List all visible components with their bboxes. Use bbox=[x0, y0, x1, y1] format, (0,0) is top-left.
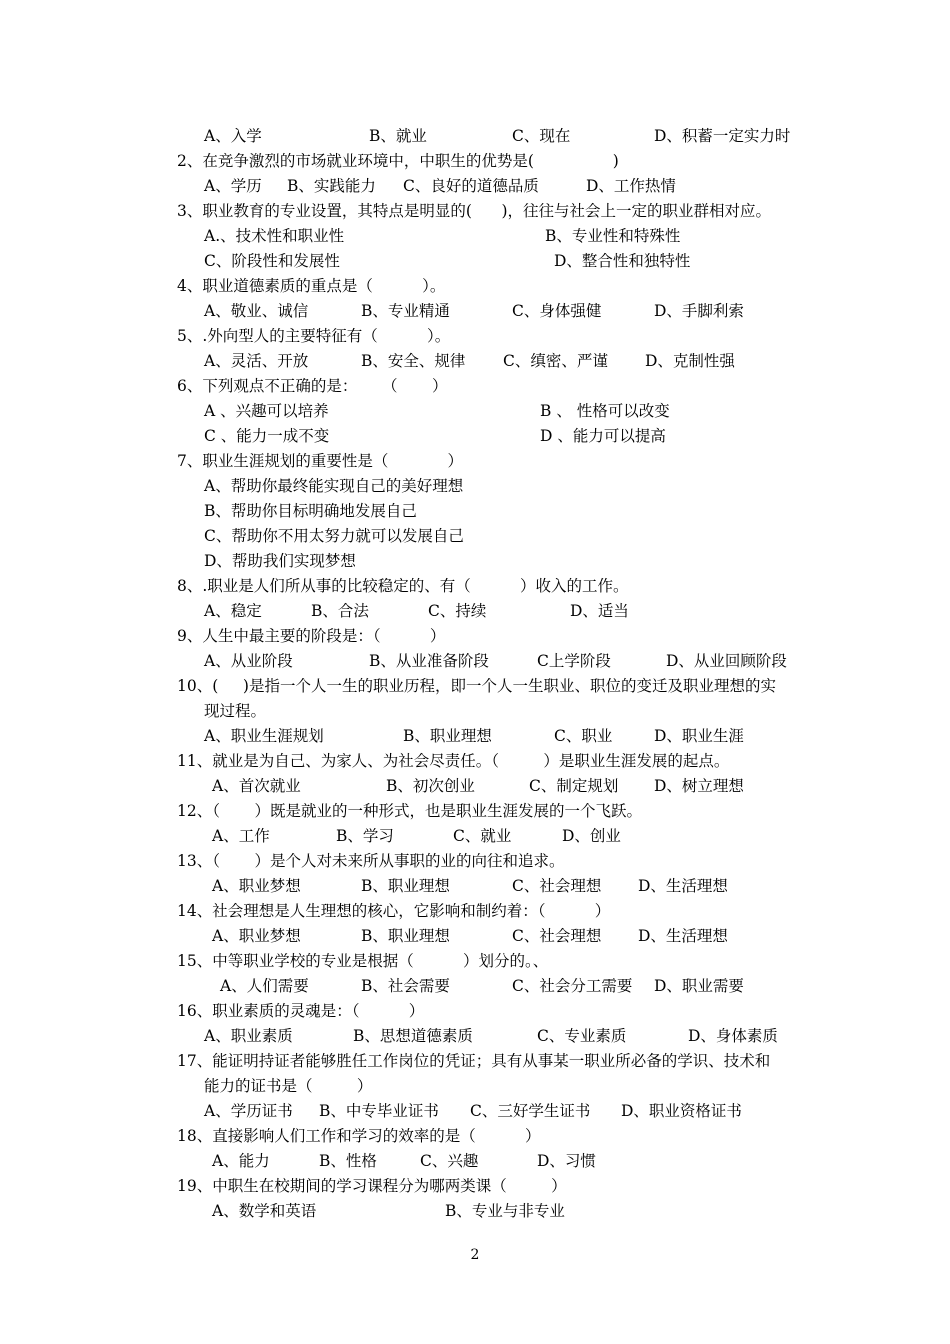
option-line bbox=[0, 974, 950, 999]
option-b: B、社会需要 bbox=[361, 977, 450, 995]
question-text: 14、社会理想是人生理想的核心，它影响和制约着：（ ） bbox=[177, 902, 611, 920]
question-2 bbox=[0, 149, 950, 174]
question-8 bbox=[0, 574, 950, 599]
option-a: A、稳定 bbox=[204, 602, 262, 620]
option-a: A、能力 bbox=[212, 1152, 270, 1170]
option-d: D、生活理想 bbox=[638, 927, 728, 945]
option-line bbox=[0, 174, 950, 199]
option-line bbox=[0, 549, 950, 574]
question-text: 5、.外向型人的主要特征有（ ）。 bbox=[177, 327, 451, 345]
option-c: C、职业 bbox=[554, 727, 613, 745]
question-9 bbox=[0, 624, 950, 649]
question-text: 7、职业生涯规划的重要性是（ ） bbox=[177, 452, 463, 470]
option-d: D、帮助我们实现梦想 bbox=[204, 552, 356, 570]
option-b: B、从业准备阶段 bbox=[369, 652, 489, 670]
option-line bbox=[0, 499, 950, 524]
option-a: A、入学 bbox=[204, 127, 262, 145]
option-c: C、良好的道德品质 bbox=[403, 177, 539, 195]
option-line bbox=[0, 224, 950, 249]
option-b: B、专业精通 bbox=[361, 302, 450, 320]
option-c: C、持续 bbox=[428, 602, 487, 620]
option-b: B、实践能力 bbox=[287, 177, 376, 195]
option-a: A、职业素质 bbox=[204, 1027, 293, 1045]
question-10 bbox=[0, 674, 950, 699]
option-a: A、职业梦想 bbox=[212, 927, 301, 945]
option-line bbox=[0, 299, 950, 324]
option-d: D、积蓄一定实力时 bbox=[654, 127, 791, 145]
question-4 bbox=[0, 274, 950, 299]
option-c: C、就业 bbox=[453, 827, 512, 845]
question-text: 3、职业教育的专业设置，其特点是明显的( )，往往与社会上一定的职业群相对应。 bbox=[177, 202, 772, 220]
option-d: D、适当 bbox=[570, 602, 629, 620]
question-text: 13、（ ）是个人对未来所从事职的业的向往和追求。 bbox=[177, 852, 565, 870]
option-d: D、手脚利索 bbox=[654, 302, 744, 320]
option-c: C、现在 bbox=[512, 127, 571, 145]
option-a: A 、兴趣可以培养 bbox=[204, 402, 329, 420]
option-a: A、学历 bbox=[204, 177, 262, 195]
option-a: A、职业生涯规划 bbox=[204, 727, 324, 745]
option-line bbox=[0, 474, 950, 499]
option-line bbox=[0, 124, 950, 149]
question-17-continued bbox=[0, 1074, 950, 1099]
question-3 bbox=[0, 199, 950, 224]
option-line bbox=[0, 724, 950, 749]
question-16 bbox=[0, 999, 950, 1024]
question-text: 17、能证明持证者能够胜任工作岗位的凭证；具有从事某一职业所必备的学识、技术和 bbox=[177, 1052, 771, 1070]
option-line bbox=[0, 774, 950, 799]
question-text: 9、人生中最主要的阶段是：（ ） bbox=[177, 627, 446, 645]
option-a: A、首次就业 bbox=[212, 777, 301, 795]
question-text: 16、职业素质的灵魂是：（ ） bbox=[177, 1002, 425, 1020]
option-d: D、生活理想 bbox=[638, 877, 728, 895]
question-text: 8、.职业是人们所从事的比较稳定的、有（ ）收入的工作。 bbox=[177, 577, 629, 595]
option-d: D、职业资格证书 bbox=[621, 1102, 742, 1120]
option-a: A、帮助你最终能实现自己的美好理想 bbox=[204, 477, 464, 495]
option-b: B、职业理想 bbox=[361, 877, 450, 895]
option-a: A、人们需要 bbox=[220, 977, 309, 995]
option-b: B、初次创业 bbox=[386, 777, 475, 795]
option-b: B、中专毕业证书 bbox=[319, 1102, 439, 1120]
option-d: D、工作热情 bbox=[586, 177, 676, 195]
option-b: B、职业理想 bbox=[403, 727, 492, 745]
option-b: B、帮助你目标明确地发展自己 bbox=[204, 502, 417, 520]
option-d: D、身体素质 bbox=[688, 1027, 778, 1045]
option-b: B、专业性和特殊性 bbox=[545, 227, 681, 245]
question-text: 11、就业是为自己、为家人、为社会尽责任。（ ）是职业生涯发展的起点。 bbox=[177, 752, 730, 770]
option-d: D、职业生涯 bbox=[654, 727, 744, 745]
option-d: D、克制性强 bbox=[645, 352, 735, 370]
option-a: A、灵活、开放 bbox=[204, 352, 309, 370]
option-c: C 、能力一成不变 bbox=[204, 427, 330, 445]
option-c: C、社会分工需要 bbox=[512, 977, 633, 995]
option-line bbox=[0, 874, 950, 899]
page-number: 2 bbox=[470, 1247, 480, 1263]
option-d: D、职业需要 bbox=[654, 977, 744, 995]
option-a: A、学历证书 bbox=[204, 1102, 293, 1120]
question-text: 19、中职生在校期间的学习课程分为哪两类课（ ） bbox=[177, 1177, 567, 1195]
question-14 bbox=[0, 899, 950, 924]
option-d: D、树立理想 bbox=[654, 777, 744, 795]
option-b: B、思想道德素质 bbox=[353, 1027, 473, 1045]
option-c: C、帮助你不用太努力就可以发展自己 bbox=[204, 527, 464, 545]
option-b: B、学习 bbox=[336, 827, 394, 845]
question-18 bbox=[0, 1124, 950, 1149]
option-a: A.、技术性和职业性 bbox=[204, 227, 345, 245]
question-17 bbox=[0, 1049, 950, 1074]
option-d: D、创业 bbox=[562, 827, 621, 845]
option-c: C、阶段性和发展性 bbox=[204, 252, 340, 270]
question-text-continued: 能力的证书是（ ） bbox=[204, 1077, 373, 1095]
option-a: A、工作 bbox=[212, 827, 270, 845]
option-line bbox=[0, 349, 950, 374]
option-line bbox=[0, 1024, 950, 1049]
question-11 bbox=[0, 749, 950, 774]
option-c: C、兴趣 bbox=[420, 1152, 479, 1170]
option-line bbox=[0, 1099, 950, 1124]
option-b: B、就业 bbox=[369, 127, 427, 145]
option-c: C、社会理想 bbox=[512, 877, 602, 895]
option-line bbox=[0, 1149, 950, 1174]
question-text: 12、（ ）既是就业的一种形式，也是职业生涯发展的一个飞跃。 bbox=[177, 802, 642, 820]
question-10-continued bbox=[0, 699, 950, 724]
option-line bbox=[0, 824, 950, 849]
option-line bbox=[0, 1199, 950, 1224]
question-6 bbox=[0, 374, 950, 399]
option-c: C、专业素质 bbox=[537, 1027, 627, 1045]
question-text: 18、直接影响人们工作和学习的效率的是（ ） bbox=[177, 1127, 541, 1145]
option-b: B、职业理想 bbox=[361, 927, 450, 945]
option-a: A、从业阶段 bbox=[204, 652, 293, 670]
option-b: B 、 性格可以改变 bbox=[540, 402, 670, 420]
option-c: C、身体强健 bbox=[512, 302, 602, 320]
option-b: B、安全、规律 bbox=[361, 352, 466, 370]
question-5 bbox=[0, 324, 950, 349]
question-15 bbox=[0, 949, 950, 974]
option-line bbox=[0, 249, 950, 274]
question-13 bbox=[0, 849, 950, 874]
option-line bbox=[0, 599, 950, 624]
option-a: A、职业梦想 bbox=[212, 877, 301, 895]
option-d: D、整合性和独特性 bbox=[554, 252, 691, 270]
option-c: C上学阶段 bbox=[537, 652, 611, 670]
option-line bbox=[0, 424, 950, 449]
option-a: A、数学和英语 bbox=[212, 1202, 317, 1220]
question-text: 2、在竞争激烈的市场就业环境中，中职生的优势是( ) bbox=[177, 152, 619, 170]
question-text: 4、职业道德素质的重点是（ ）。 bbox=[177, 277, 446, 295]
option-d: D、习惯 bbox=[537, 1152, 596, 1170]
option-a: A、敬业、诚信 bbox=[204, 302, 309, 320]
option-d: D、从业回顾阶段 bbox=[666, 652, 787, 670]
option-c: C、社会理想 bbox=[512, 927, 602, 945]
question-text-continued: 现过程。 bbox=[204, 702, 267, 720]
question-text: 6、下列观点不正确的是： （ ） bbox=[177, 377, 448, 395]
question-19 bbox=[0, 1174, 950, 1199]
option-c: C、三好学生证书 bbox=[470, 1102, 591, 1120]
question-text: 10、( )是指一个人一生的职业历程，即一个人一生职业、职位的变迁及职业理想的实 bbox=[177, 677, 776, 695]
option-line bbox=[0, 524, 950, 549]
option-line bbox=[0, 399, 950, 424]
question-text: 15、中等职业学校的专业是根据（ ）划分的。、 bbox=[177, 952, 549, 970]
option-c: C、制定规划 bbox=[529, 777, 619, 795]
option-b: B、合法 bbox=[311, 602, 369, 620]
option-c: C、缜密、严谨 bbox=[503, 352, 608, 370]
option-line bbox=[0, 924, 950, 949]
option-d: D 、能力可以提高 bbox=[540, 427, 666, 445]
question-7 bbox=[0, 449, 950, 474]
question-12 bbox=[0, 799, 950, 824]
option-line bbox=[0, 649, 950, 674]
option-b: B、性格 bbox=[319, 1152, 377, 1170]
option-b: B、专业与非专业 bbox=[445, 1202, 565, 1220]
